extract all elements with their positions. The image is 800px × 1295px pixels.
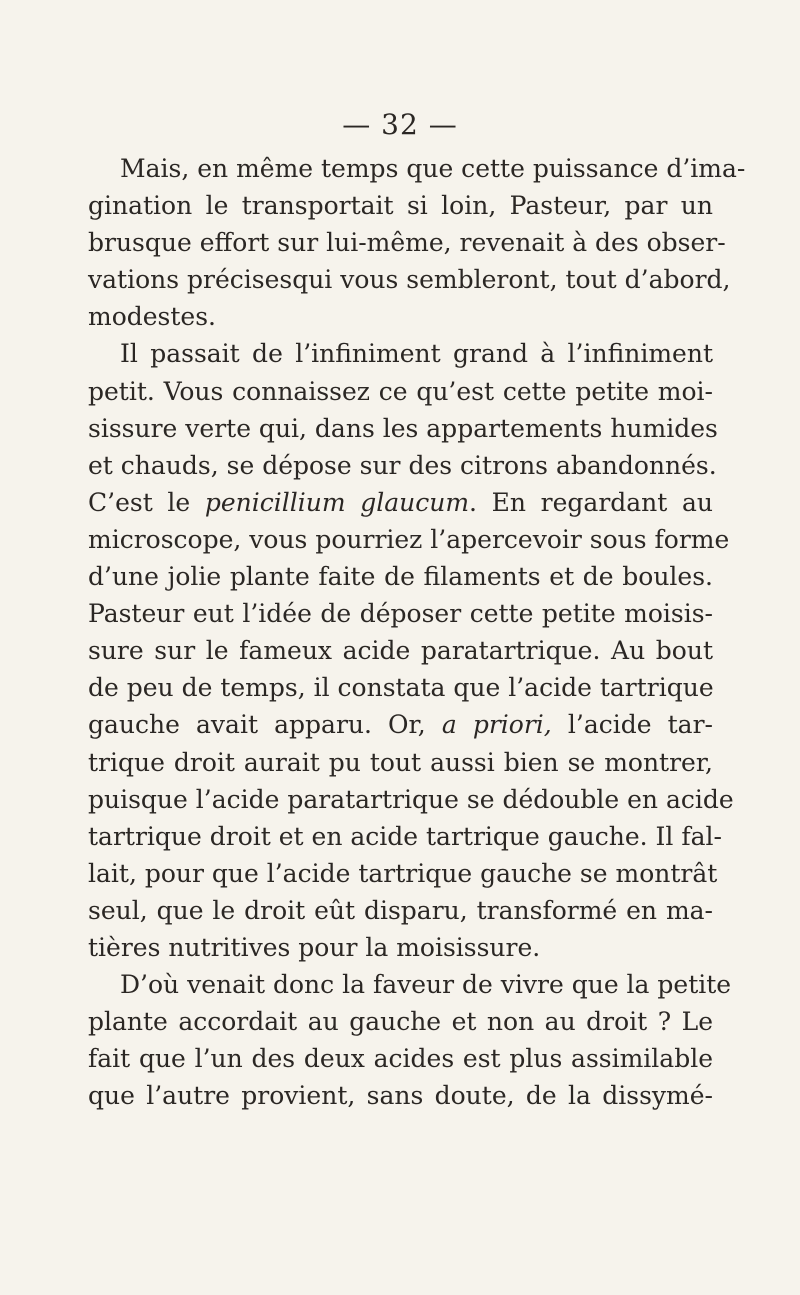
italic-term: penicillium glaucum bbox=[204, 487, 470, 517]
paragraph-2 bbox=[88, 335, 734, 966]
text-segment: l’acide tar- bbox=[551, 710, 713, 740]
text-line: de peu de temps, il constata que l’acide tartrique bbox=[88, 673, 714, 703]
text-line: modestes. bbox=[88, 302, 217, 332]
text-line: fait que l’un des deux acides est plus assimilable bbox=[88, 1044, 713, 1074]
text-line: trique droit aurait pu tout aussi bien se montrer, bbox=[88, 747, 713, 777]
text-line: sure sur le fameux acide paratartrique. Au bout bbox=[88, 636, 713, 666]
text-line: Il passait de l’infiniment grand à l’infiniment bbox=[120, 339, 713, 369]
text-segment: . En regardant au bbox=[469, 487, 713, 517]
text-line-with-italic bbox=[88, 484, 713, 521]
text-line: et chauds, se dépose sur des citrons abandonnés. bbox=[88, 450, 717, 480]
text-line: petit. Vous connaissez ce qu’est cette petite moi- bbox=[88, 376, 713, 406]
text-line: microscope, vous pourriez l’apercevoir sous forme bbox=[88, 524, 730, 554]
text-line: plante accordait au gauche et non au droit ? Le bbox=[88, 1007, 713, 1037]
text-line: tières nutritives pour la moisissure. bbox=[88, 932, 541, 962]
text-line: seul, que le droit eût disparu, transformé en ma- bbox=[88, 895, 713, 925]
text-line: puisque l’acide paratartrique se dédouble en acide bbox=[88, 784, 734, 814]
italic-term: a priori, bbox=[441, 710, 552, 740]
text-line: gination le transportait si loin, Pasteur, par un bbox=[88, 191, 713, 221]
page-number: — 32 — bbox=[342, 108, 458, 141]
text-line: vations précisesqui vous sembleront, tout d’abord, bbox=[88, 265, 731, 295]
body-text bbox=[88, 150, 746, 1114]
text-line: Pasteur eut l’idée de déposer cette petite moisis- bbox=[88, 599, 713, 629]
text-line: que l’autre provient, sans doute, de la dissymé- bbox=[88, 1081, 713, 1111]
text-line: tartrique droit et en acide tartrique gauche. Il fal- bbox=[88, 821, 722, 851]
text-line: sissure verte qui, dans les appartements humides bbox=[88, 413, 718, 443]
text-segment: gauche avait apparu. Or, bbox=[88, 710, 442, 740]
text-line-with-italic bbox=[88, 706, 713, 743]
text-segment: C’est le bbox=[88, 487, 205, 517]
text-line: brusque effort sur lui-même, revenait à des obser- bbox=[88, 228, 726, 258]
text-line: lait, pour que l’acide tartrique gauche se montrât bbox=[88, 858, 718, 888]
text-line: D’où venait donc la faveur de vivre que la petite bbox=[120, 970, 732, 1000]
paragraph-1 bbox=[88, 150, 746, 335]
text-line: Mais, en même temps que cette puissance d’ima- bbox=[120, 154, 746, 183]
paragraph-3 bbox=[88, 966, 732, 1114]
text-line: d’une jolie plante faite de filaments et de boules. bbox=[88, 562, 713, 592]
